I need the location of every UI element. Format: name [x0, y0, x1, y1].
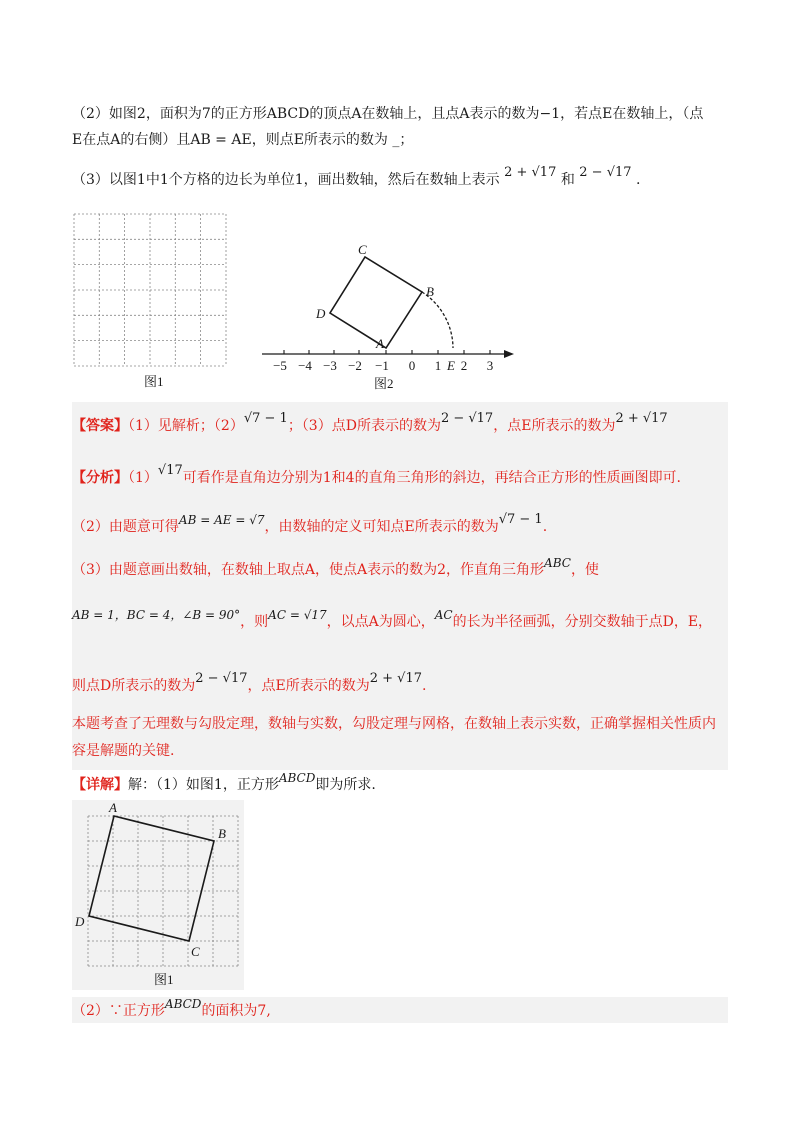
analysis-p5-expr: 2 − √17 — [195, 671, 248, 686]
analysis-p4-expr2: AC = √17 — [268, 608, 327, 622]
q2-text-1: （2）如图2，面积为7的正方形ABCD的顶点A在数轴上，且点A表示的数为−1，若点E在数轴上，（点 — [72, 106, 704, 122]
point-label-a: A — [376, 336, 384, 351]
analysis-p2-pre: （2）由题意可得 — [72, 519, 179, 535]
analysis-p5-end: . — [422, 678, 427, 694]
analysis-line-4 — [72, 608, 713, 632]
q2-line-2 — [72, 130, 413, 150]
point-label-c: C — [358, 242, 367, 257]
point-label-b: B — [426, 284, 434, 299]
detail-figure-1 — [72, 800, 244, 990]
analysis-line-1 — [72, 463, 682, 489]
analysis-p5-mid: ，点E所表示的数为 — [247, 678, 370, 694]
tick-label-neg5: −5 — [273, 358, 287, 373]
answer-expr-d: 2 − √17 — [440, 411, 494, 426]
analysis-line-5 — [72, 671, 427, 697]
analysis-tag: 【分析】 — [72, 470, 128, 486]
detail-point-c: C — [191, 944, 200, 959]
q3-expr-minus: 2 − √17 — [579, 165, 632, 180]
figure-1-label: 图1 — [144, 374, 164, 389]
analysis-summary-1 — [72, 714, 716, 734]
tick-label-3: 3 — [486, 358, 494, 373]
analysis-summary-text-1: 本题考查了无理数与勾股定理，数轴与实数，勾股定理与网格，在数轴上表示实数，正确掌握相关性质内 — [72, 716, 716, 732]
detail-line-2 — [72, 997, 271, 1021]
analysis-p5-expr2: 2 + √17 — [369, 671, 422, 686]
figure-2-label: 图2 — [374, 376, 394, 391]
point-label-e: E — [447, 358, 455, 373]
detail-point-a: A — [109, 800, 117, 815]
detail-line-1 — [72, 771, 376, 795]
q3-text: （3）以图1中1个方格的边长为单位1，画出数轴，然后在数轴上表示 — [72, 172, 500, 188]
analysis-p1-expr: √17 — [157, 463, 183, 478]
analysis-p3-post: ，使 — [570, 562, 599, 578]
analysis-p3-expr: ABC — [544, 556, 571, 570]
analysis-line-3 — [72, 556, 599, 580]
tick-label-neg1: −1 — [375, 358, 389, 373]
q3-end: . — [635, 172, 641, 188]
tick-label-1: 1 — [434, 358, 442, 373]
analysis-p2-end: . — [542, 519, 548, 535]
detail-p2: （2）∵正方形 — [72, 1003, 165, 1019]
axis-arrow — [504, 350, 514, 358]
analysis-p4-mid: ，则 — [240, 614, 269, 630]
square-abcd — [330, 257, 422, 348]
figure-1-grid — [72, 212, 230, 392]
analysis-p4-post: 的长为半径画弧，分别交数轴于点D，E， — [452, 614, 713, 630]
point-label-d: D — [316, 306, 326, 321]
analysis-summary-text-2: 容是解题的关键. — [72, 743, 175, 759]
analysis-p3-pre: （3）由题意画出数轴，在数轴上取点A，使点A表示的数为2，作直角三角形 — [72, 562, 545, 578]
answer-part-2: ；（3）点D所表示的数为 — [287, 418, 441, 434]
tick-label-neg3: −3 — [323, 358, 337, 373]
detail-p1: 解：（1）如图1，正方形 — [128, 777, 279, 793]
q2-text-2: E在点A的右侧）且AB = AE，则点E所表示的数为 _； — [72, 132, 414, 148]
figure-2-numberline — [258, 238, 518, 392]
analysis-p4-expr: AB = 1，BC = 4，∠B = 90° — [72, 608, 241, 622]
q3-line — [72, 165, 641, 191]
detail-tag: 【详解】 — [72, 777, 128, 793]
answer-part-1: （1）见解析；（2） — [128, 418, 244, 434]
tick-label-0: 0 — [408, 358, 416, 373]
detail-point-d: D — [75, 914, 85, 929]
answer-expr-sqrt7-minus-1: √7 − 1 — [243, 411, 288, 426]
answer-part-3: ，点E所表示的数为 — [493, 418, 616, 434]
detail-p2-post: 的面积为7, — [201, 1003, 271, 1019]
analysis-p4-expr3: AC — [434, 608, 453, 622]
answer-line — [72, 411, 668, 437]
tick-label-neg2: −2 — [348, 358, 362, 373]
analysis-line-2 — [72, 512, 548, 538]
detail-p2-expr: ABCD — [164, 997, 202, 1011]
q3-expr-plus: 2 + √17 — [504, 165, 557, 180]
q2-line-1 — [72, 104, 703, 124]
answer-expr-e: 2 + √17 — [615, 411, 668, 426]
analysis-p5-pre: 则点D所表示的数为 — [72, 678, 196, 694]
arc-ab-to-e — [422, 292, 453, 348]
analysis-p1-post: 可看作是直角边分别为1和4的直角三角形的斜边，再结合正方形的性质画图即可. — [182, 470, 682, 486]
analysis-summary-2 — [72, 741, 174, 761]
analysis-p4-mid2: ，以点A为圆心， — [326, 614, 435, 630]
tick-label-2: 2 — [460, 358, 468, 373]
analysis-p2-expr: AB = AE = √7 — [178, 513, 265, 527]
q3-and: 和 — [560, 172, 575, 188]
answer-tag: 【答案】 — [72, 418, 128, 434]
detail-p1-expr: ABCD — [278, 771, 316, 785]
tick-label-neg4: −4 — [298, 358, 312, 373]
analysis-p1-pre: （1） — [128, 470, 158, 486]
analysis-p2-mid: ，由数轴的定义可知点E所表示的数为 — [264, 519, 499, 535]
detail-point-b: B — [218, 826, 226, 841]
detail-p1-post: 即为所求. — [315, 777, 376, 793]
detail-figure-1-label: 图1 — [154, 972, 174, 987]
analysis-p2-expr2: √7 − 1 — [498, 512, 543, 527]
